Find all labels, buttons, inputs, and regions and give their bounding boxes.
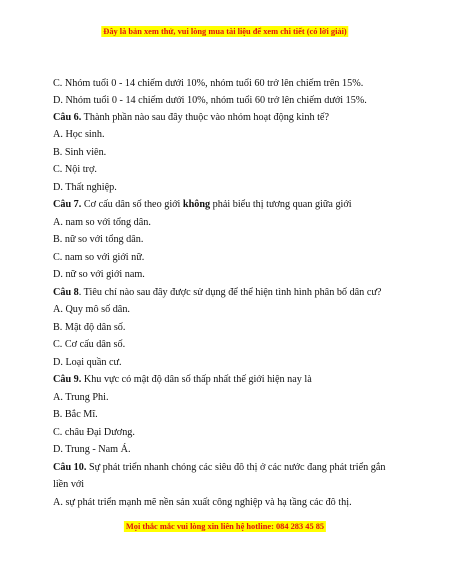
question-8 [53,286,381,299]
hotline-banner: Mọi thắc mắc vui lòng xin liên hệ hotline: 084 283 45 85 [125,522,325,531]
question-number: Câu 6. [53,112,82,123]
question-text: Sự phát triển nhanh chóng các siêu đô thị ở các nước đang phát triển gắn [86,462,386,473]
q7-option-c: C. nam so với giới nữ. [53,252,145,263]
question-text-rest: phải biểu thị tương quan giữa giới [210,199,352,210]
question-text: Cơ cấu dân số theo giới [81,199,183,210]
q8-option-a: A. Quy mô số dân. [53,304,130,315]
q7-option-d: D. nữ so với giới nam. [53,269,145,280]
q6-option-a: A. Học sinh. [53,129,105,140]
q6-option-d: D. Thất nghiệp. [53,182,117,193]
q6-option-c: C. Nội trợ. [53,164,97,175]
q9-option-b: B. Bắc Mĩ. [53,409,98,420]
prev-option-c: C. Nhóm tuổi 0 - 14 chiếm dưới 10%, nhóm tuổi 60 trở lên chiếm trên 15%. [53,78,364,89]
question-10 [53,461,385,474]
q9-option-a: A. Trung Phi. [53,392,109,403]
q7-option-a: A. nam so với tổng dân. [53,217,151,228]
question-emphasis: không [182,199,211,210]
question-number: Câu 8 [53,287,79,298]
q6-option-b: B. Sinh viên. [53,147,107,158]
question-10-continuation: liền với [53,479,85,490]
q10-option-a: A. sự phát triển mạnh mẽ nền sản xuất công nghiệp và hạ tầng các đô thị. [53,497,352,508]
question-text: Khu vực có mật độ dân số thấp nhất thế giới hiện nay là [81,374,312,385]
prev-option-d: D. Nhóm tuổi 0 - 14 chiếm dưới 10%, nhóm tuổi 60 trở lên chiếm dưới 15%. [53,95,367,106]
question-text: Thành phần nào sau đây thuộc vào nhóm hoạt động kinh tế? [81,112,329,123]
question-6 [53,111,329,124]
question-7 [53,198,352,211]
question-text: . Tiêu chí nào sau đây được sử dụng để thể hiện tình hình phân bố dân cư? [78,287,382,298]
q8-option-c: C. Cơ cấu dân số. [53,339,126,350]
preview-notice-banner: Đây là bản xem thử, vui lòng mua tài liệu để xem chi tiết (có lời giải) [103,27,347,36]
question-number: Câu 7. [53,199,82,210]
q9-option-d: D. Trung - Nam Á. [53,444,131,455]
question-9 [53,373,312,386]
q8-option-d: D. Loại quần cư. [53,357,122,368]
question-number: Câu 9. [53,374,82,385]
q9-option-c: C. châu Đại Dương. [53,427,135,438]
q7-option-b: B. nữ so với tổng dân. [53,234,144,245]
question-number: Câu 10. [53,462,87,473]
q8-option-b: B. Mật độ dân số. [53,322,126,333]
